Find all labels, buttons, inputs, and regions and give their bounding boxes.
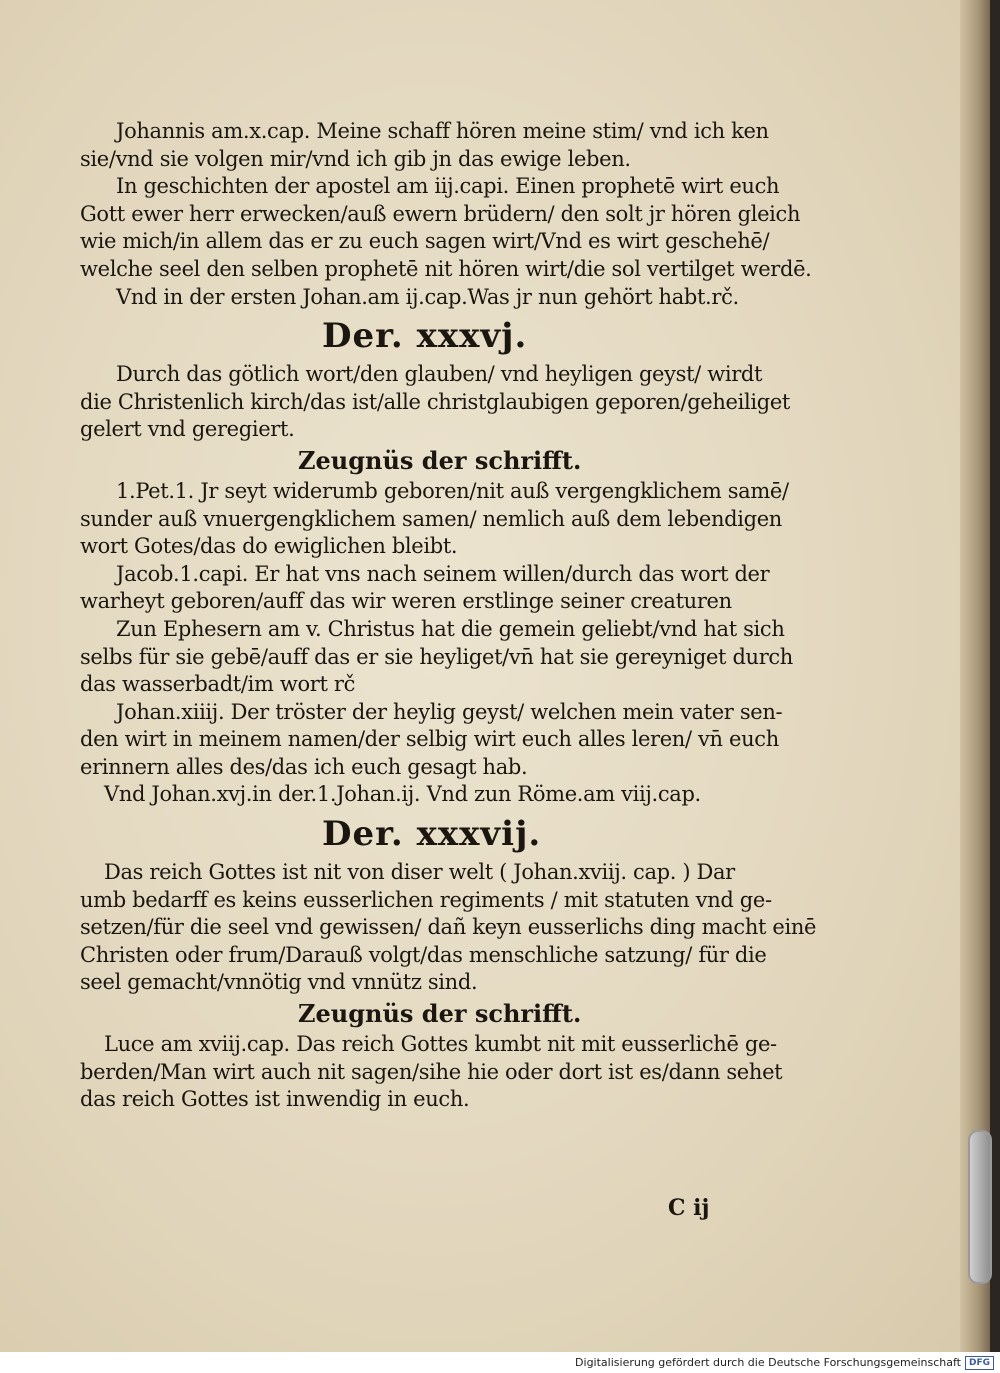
text-line: wort Gotes/das do ewiglichen bleibt.	[80, 534, 458, 559]
paragraph-2	[80, 361, 800, 444]
text-line: berden/Man wirt auch nit sagen/sihe hie oder dort ist es/dann sehet	[80, 1059, 783, 1084]
text-line: setzen/für die seel vnd gewissen/ dañ keyn eusserlichs ding macht einē	[80, 915, 817, 940]
section-heading: Der. xxxvj.	[322, 316, 528, 357]
text-line: Luce am xviij.cap. Das reich Gottes kumbt nit mit eusserlichē ge-	[104, 1032, 777, 1057]
text-line: das wasserbadt/im wort rč	[80, 672, 355, 697]
text-line: erinnern alles des/das ich euch gesagt hab.	[80, 754, 528, 779]
text-line: warheyt geboren/auff das wir weren erstlinge seiner creaturen	[80, 589, 732, 614]
text-line: Johannis am.x.cap. Meine schaff hören meine stim/ vnd ich ken	[116, 119, 769, 143]
paragraph-4	[80, 859, 817, 997]
text-line: welche seel den selben prophetē nit hören wirt/die sol vertilget werdē.	[80, 256, 812, 281]
text-line: Christen oder frum/Darauß volgt/das menschliche satzung/ für die	[80, 942, 767, 967]
paragraph-1	[80, 118, 812, 311]
text-line: Vnd Johan.xvj.in der.1.Johan.ij. Vnd zun Röme.am viij.cap.	[104, 782, 701, 807]
funding-credit: Digitalisierung gefördert durch die Deutsche Forschungsgemeinschaft	[575, 1356, 961, 1369]
text-line: gelert vnd geregiert.	[80, 417, 295, 442]
text-line: selbs für sie gebē/auff das er sie heyliget/vn̄ hat sie gereyniget durch	[80, 644, 793, 669]
text-line: umb bedarff es keins eusserlichen regiments / mit statuten vnd ge-	[80, 887, 772, 912]
text-line: Zun Ephesern am v. Christus hat die gemein geliebt/vnd hat sich	[116, 616, 785, 641]
page-clip	[968, 1130, 992, 1284]
section-subheading: Zeugnüs der schrifft.	[298, 445, 582, 475]
text-line: wie mich/in allem das er zu euch sagen wirt/Vnd es wirt geschehē/	[80, 229, 770, 254]
section-heading: Der. xxxvij.	[322, 814, 542, 855]
text-line: In geschichten der apostel am iij.capi. Einen prophetē wirt euch	[116, 174, 780, 199]
dfg-logo-icon: DFG	[965, 1356, 994, 1370]
text-line: Durch das götlich wort/den glauben/ vnd heyligen geyst/ wirdt	[116, 362, 763, 387]
text-line: die Christenlich kirch/das ist/alle christglaubigen geporen/geheiliget	[80, 389, 790, 414]
text-line: Jacob.1.capi. Er hat vns nach seinem willen/durch das wort der	[116, 561, 770, 586]
text-line: den wirt in meinem namen/der selbig wirt euch alles leren/ vn̄ euch	[80, 727, 779, 752]
digitization-footer	[0, 1352, 1000, 1373]
text-line: 1.Pet.1. Jr seyt widerumb geboren/nit auß vergengklichem samē/	[116, 478, 789, 503]
text-line: das reich Gottes ist inwendig in euch.	[80, 1087, 470, 1112]
text-line: Vnd in der ersten Johan.am ij.cap.Was jr nun gehört habt.rč.	[116, 284, 739, 309]
section-subheading: Zeugnüs der schrifft.	[298, 999, 582, 1029]
text-line: Johan.xiiij. Der tröster der heylig geyst/ welchen mein vater sen-	[116, 699, 783, 724]
text-line: sie/vnd sie volgen mir/vnd ich gib jn das ewige leben.	[80, 146, 631, 171]
paragraph-3	[80, 478, 800, 809]
text-line: seel gemacht/vnnötig vnd vnnütz sind.	[80, 970, 478, 995]
page-text	[80, 118, 817, 1114]
page-signature: C ij	[668, 1195, 710, 1221]
text-line: Gott ewer herr erwecken/auß ewern brüdern/ den solt jr hören gleich	[80, 201, 801, 226]
text-line: Das reich Gottes ist nit von diser welt ( Johan.xviij. cap. ) Dar	[104, 860, 735, 885]
text-line: sunder auß vnuergengklichem samen/ nemlich auß dem lebendigen	[80, 506, 782, 531]
paragraph-5	[80, 1031, 800, 1114]
